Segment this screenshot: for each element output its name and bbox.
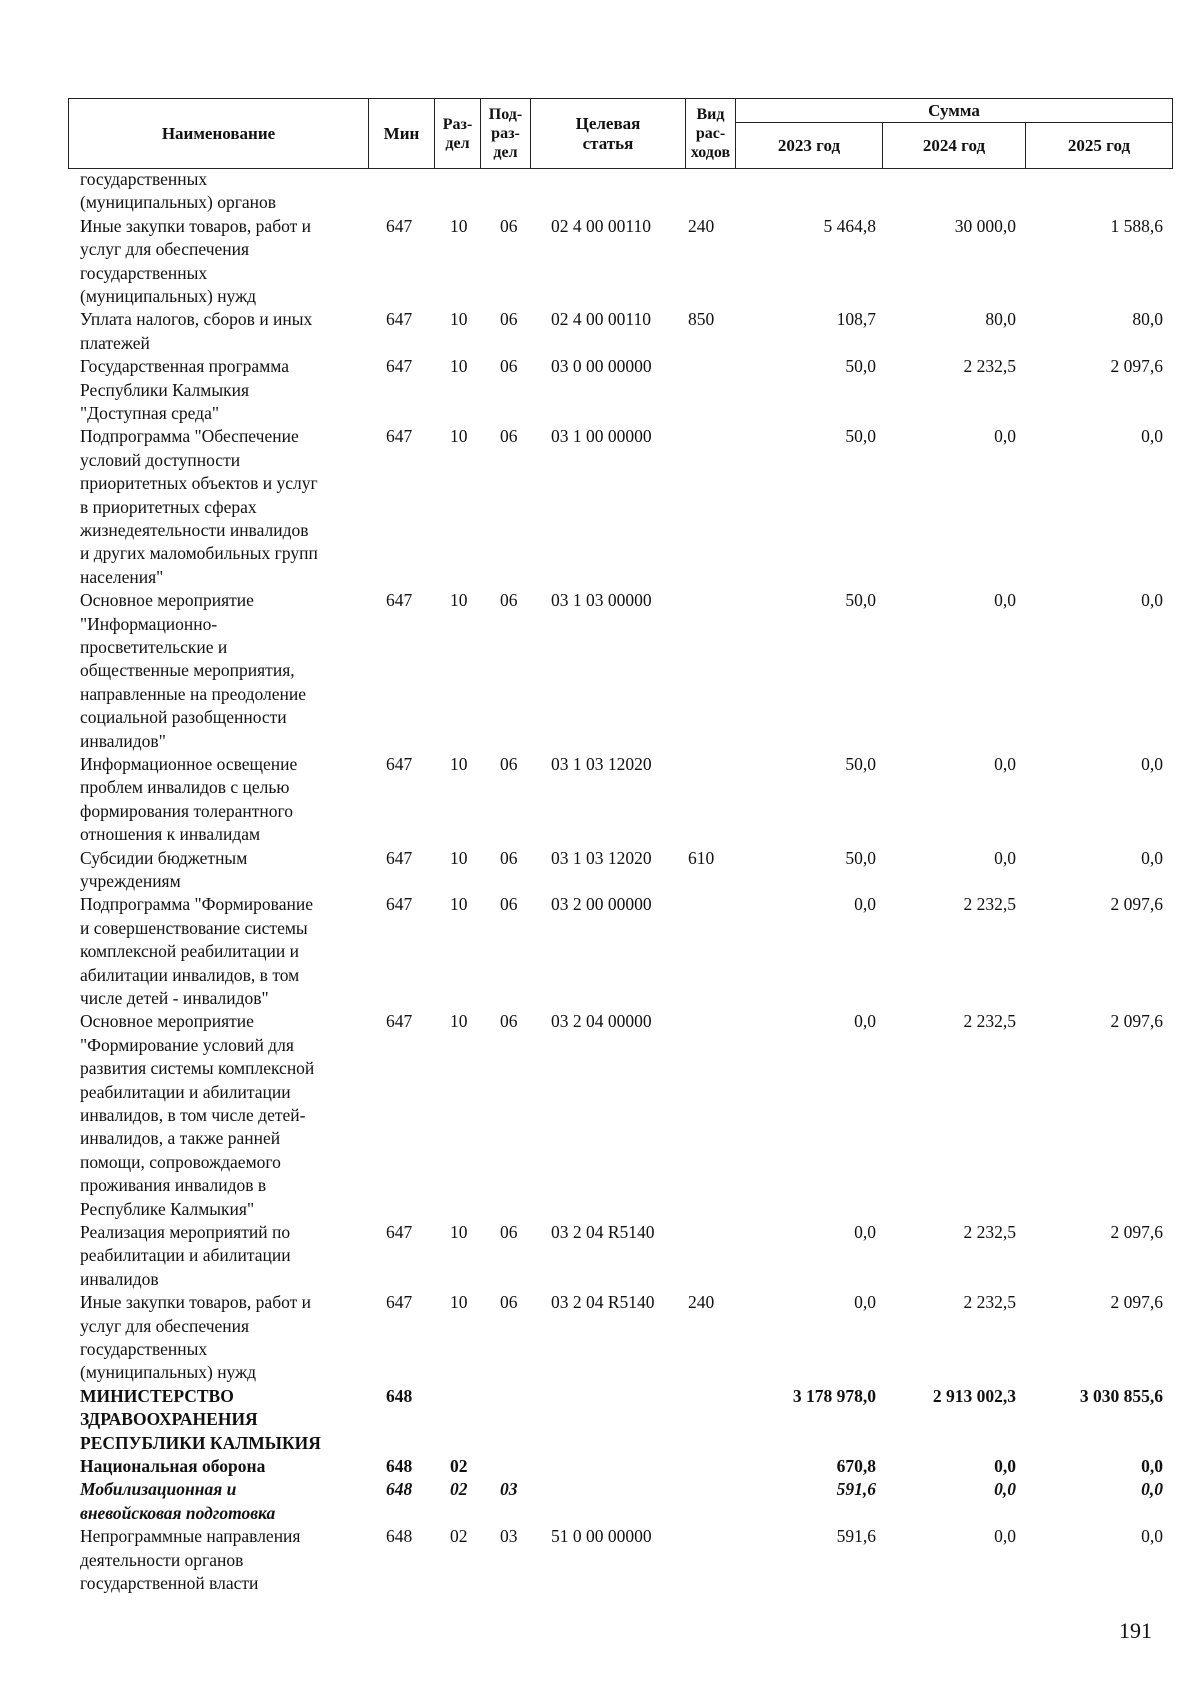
row-sum-2025: 2 097,6 xyxy=(1110,1011,1163,1032)
row-razdel: 10 xyxy=(450,215,468,236)
row-celevaya: 03 1 03 12020 xyxy=(551,847,652,868)
header-min: Мин xyxy=(369,99,435,169)
row-name-line: Республике Калмыкия" xyxy=(80,1198,255,1219)
row-sum-2025: 0,0 xyxy=(1141,754,1163,774)
row-podrazdel: 03 xyxy=(500,1526,518,1547)
row-razdel: 10 xyxy=(450,356,468,377)
row-name-line: проживания инвалидов в xyxy=(80,1175,267,1196)
row-name-line: формирования толерантного xyxy=(80,800,294,821)
row-name xyxy=(80,1010,370,1221)
row-sum-2024: 0,0 xyxy=(994,590,1016,611)
header-celevaya-line1: Целевая xyxy=(575,113,641,133)
row-sum-2024: 2 232,5 xyxy=(963,894,1016,915)
row-name-line: Иные закупки товаров, работ и xyxy=(80,215,312,236)
row-sum-2023: 0,0 xyxy=(854,1292,876,1313)
row-name-line: Основное мероприятие xyxy=(80,1011,254,1032)
row-name xyxy=(80,425,370,589)
row-sum-2023: 591,6 xyxy=(836,1479,876,1500)
row-podrazdel: 06 xyxy=(500,426,518,447)
row-name-line: общественные мероприятия, xyxy=(80,660,295,681)
row-name-line: Государственная программа xyxy=(80,356,289,377)
row-min: 648 xyxy=(386,1526,413,1547)
header-celevaya-line2: статья xyxy=(582,133,634,153)
row-razdel: 10 xyxy=(450,754,468,774)
header-podrazdel xyxy=(481,99,531,169)
row-name xyxy=(80,1455,370,1478)
row-vid: 240 xyxy=(688,215,715,236)
row-sum-2023: 0,0 xyxy=(854,1222,876,1242)
row-vid: 240 xyxy=(688,1292,715,1313)
row-sum-2024: 0,0 xyxy=(994,1526,1016,1547)
row-min: 648 xyxy=(386,1385,413,1406)
row-name-line: числе детей - инвалидов" xyxy=(80,988,269,1009)
row-razdel: 10 xyxy=(450,309,468,330)
row-name-line: и совершенствование системы xyxy=(80,917,308,938)
row-name-line: абилитации инвалидов, в том xyxy=(80,964,300,985)
row-name-line: отношения к инвалидам xyxy=(80,824,261,845)
row-celevaya: 02 4 00 00110 xyxy=(551,309,651,330)
header-summa: Сумма xyxy=(736,99,1173,123)
row-name-line: Подпрограмма "Формирование xyxy=(80,894,313,915)
header-vid-line1: Вид xyxy=(696,106,725,123)
row-razdel: 10 xyxy=(450,847,468,868)
header-podrazdel-line1: Под- xyxy=(488,106,523,123)
row-celevaya: 03 2 04 R5140 xyxy=(551,1292,655,1313)
row-podrazdel: 06 xyxy=(500,215,518,236)
row-sum-2023: 50,0 xyxy=(845,754,876,774)
row-celevaya: 51 0 00 00000 xyxy=(551,1526,652,1547)
header-vid-line2: рас- xyxy=(695,125,726,142)
row-sum-2024: 2 232,5 xyxy=(963,1292,1016,1313)
row-celevaya: 02 4 00 00110 xyxy=(551,215,651,236)
header-razdel xyxy=(435,99,481,169)
row-name-line: Иные закупки товаров, работ и xyxy=(80,1292,312,1313)
row-razdel: 02 xyxy=(450,1479,468,1500)
row-sum-2025: 2 097,6 xyxy=(1110,1222,1163,1242)
row-podrazdel: 06 xyxy=(500,1011,518,1032)
row-sum-2023: 0,0 xyxy=(854,1011,876,1032)
row-podrazdel: 06 xyxy=(500,754,518,774)
row-name xyxy=(80,168,370,215)
row-sum-2024: 2 232,5 xyxy=(963,1222,1016,1242)
row-name xyxy=(80,308,370,355)
row-name-line: в приоритетных сферах xyxy=(80,496,257,517)
row-min: 647 xyxy=(386,426,413,447)
row-podrazdel: 06 xyxy=(500,590,518,611)
row-celevaya: 03 1 03 00000 xyxy=(551,590,652,611)
row-sum-2024: 0,0 xyxy=(994,426,1016,447)
row-sum-2025: 0,0 xyxy=(1141,426,1163,447)
row-name-line: "Информационно- xyxy=(80,613,218,634)
row-name-line: инвалидов" xyxy=(80,730,166,751)
row-name-line: инвалидов xyxy=(80,1268,159,1289)
row-vid: 610 xyxy=(688,847,715,868)
row-sum-2023: 50,0 xyxy=(845,847,876,868)
row-name-line: (муниципальных) органов xyxy=(80,192,277,213)
row-min: 647 xyxy=(386,1011,413,1032)
row-sum-2024: 0,0 xyxy=(994,847,1016,868)
row-min: 647 xyxy=(386,215,413,236)
row-name xyxy=(80,355,370,425)
row-sum-2025: 0,0 xyxy=(1141,590,1163,611)
row-name-line: жизнедеятельности инвалидов xyxy=(80,520,309,541)
row-sum-2024: 30 000,0 xyxy=(954,215,1016,236)
row-razdel: 10 xyxy=(450,894,468,915)
row-name-line: инвалидов, в том числе детей- xyxy=(80,1105,306,1126)
row-sum-2025: 2 097,6 xyxy=(1110,894,1163,915)
row-sum-2023: 3 178 978,0 xyxy=(792,1385,876,1406)
row-name-line: Национальная оборона xyxy=(80,1456,266,1476)
row-podrazdel: 06 xyxy=(500,309,518,330)
row-name xyxy=(80,893,370,1010)
row-name-line: "Доступная среда" xyxy=(80,403,219,423)
header-year-2025: 2025 год xyxy=(1026,123,1173,169)
row-name-line: населения" xyxy=(80,566,164,587)
row-name-line: МИНИСТЕРСТВО xyxy=(80,1385,234,1406)
row-name-line: услуг для обеспечения xyxy=(80,1315,250,1336)
row-name xyxy=(80,1291,370,1385)
row-name-line: (муниципальных) нужд xyxy=(80,286,257,307)
row-name-line: реабилитации и абилитации xyxy=(80,1245,291,1266)
row-sum-2025: 0,0 xyxy=(1141,847,1163,868)
header-year-2024: 2024 год xyxy=(883,123,1026,169)
row-razdel: 10 xyxy=(450,1222,468,1242)
row-razdel: 10 xyxy=(450,590,468,611)
row-name-line: развития системы комплексной xyxy=(80,1058,315,1079)
row-sum-2025: 80,0 xyxy=(1132,309,1163,330)
row-min: 647 xyxy=(386,590,413,611)
row-sum-2023: 108,7 xyxy=(836,309,876,330)
row-sum-2023: 50,0 xyxy=(845,426,876,447)
row-name-line: Непрограммные направления xyxy=(80,1526,301,1547)
row-name xyxy=(80,589,370,753)
row-name-line: и других маломобильных групп xyxy=(80,543,318,564)
row-podrazdel: 06 xyxy=(500,894,518,915)
row-razdel: 02 xyxy=(450,1526,468,1547)
row-sum-2025: 1 588,6 xyxy=(1110,215,1163,236)
row-podrazdel: 03 xyxy=(500,1479,518,1500)
row-name-line: "Формирование условий для xyxy=(80,1034,294,1055)
row-celevaya: 03 1 00 00000 xyxy=(551,426,652,447)
row-name-line: инвалидов, а также ранней xyxy=(80,1128,281,1149)
row-sum-2023: 591,6 xyxy=(836,1526,876,1547)
row-name-line: государственных xyxy=(80,262,208,283)
header-year-2023: 2023 год xyxy=(736,123,883,169)
row-min: 647 xyxy=(386,309,413,330)
row-name-line: государственной власти xyxy=(80,1573,259,1593)
row-sum-2025: 3 030 855,6 xyxy=(1079,1385,1163,1406)
header-podrazdel-line2: раз- xyxy=(491,125,520,142)
row-name xyxy=(80,1478,370,1525)
row-name-line: условий доступности xyxy=(80,449,241,470)
row-name-line: ЗДРАВООХРАНЕНИЯ xyxy=(80,1409,258,1430)
header-vid-line3: ходов xyxy=(690,144,731,161)
row-name xyxy=(80,215,370,309)
row-celevaya: 03 2 04 R5140 xyxy=(551,1222,655,1242)
header-razdel-line1: Раз- xyxy=(442,115,473,133)
row-razdel: 02 xyxy=(450,1456,468,1476)
row-vid: 850 xyxy=(688,309,715,330)
row-celevaya: 03 1 03 12020 xyxy=(551,754,652,774)
row-name-line: помощи, сопровождаемого xyxy=(80,1151,281,1172)
row-min: 648 xyxy=(386,1479,413,1500)
row-sum-2024: 0,0 xyxy=(994,754,1016,774)
row-name-line: направленные на преодоление xyxy=(80,683,307,704)
row-min: 648 xyxy=(386,1456,413,1476)
row-name-line: Уплата налогов, сборов и иных xyxy=(80,309,313,330)
row-name-line: Подпрограмма "Обеспечение xyxy=(80,426,299,447)
row-name xyxy=(80,753,370,847)
row-name-line: приоритетных объектов и услуг xyxy=(80,473,318,494)
row-name-line: комплексной реабилитации и xyxy=(80,941,299,962)
header-razdel-line2: дел xyxy=(445,134,470,152)
row-name-line: Республики Калмыкия xyxy=(80,379,250,400)
row-celevaya: 03 2 00 00000 xyxy=(551,894,652,915)
row-sum-2023: 50,0 xyxy=(845,356,876,377)
row-sum-2023: 5 464,8 xyxy=(823,215,876,236)
row-razdel: 10 xyxy=(450,1011,468,1032)
row-sum-2025: 2 097,6 xyxy=(1110,1292,1163,1313)
row-name xyxy=(80,847,370,894)
row-podrazdel: 06 xyxy=(500,1222,518,1242)
row-name-line: учреждениям xyxy=(80,871,181,891)
row-name-line: государственных xyxy=(80,169,208,189)
row-celevaya: 03 2 04 00000 xyxy=(551,1011,652,1032)
header-name: Наименование xyxy=(69,99,369,169)
row-sum-2024: 2 232,5 xyxy=(963,356,1016,377)
row-sum-2024: 80,0 xyxy=(985,309,1016,330)
row-name-line: РЕСПУБЛИКИ КАЛМЫКИЯ xyxy=(80,1432,321,1453)
row-name-line: Информационное освещение xyxy=(80,754,298,774)
row-name-line: просветительские и xyxy=(80,637,228,657)
header-celevaya xyxy=(531,99,686,169)
row-name-line: вневойсковая подготовка xyxy=(80,1502,276,1523)
row-name-line: государственных xyxy=(80,1339,208,1359)
row-min: 647 xyxy=(386,356,413,377)
row-name-line: (муниципальных) нужд xyxy=(80,1362,257,1383)
row-sum-2024: 0,0 xyxy=(994,1456,1016,1476)
row-name-line: услуг для обеспечения xyxy=(80,239,250,260)
row-name-line: реабилитации и абилитации xyxy=(80,1081,291,1102)
row-min: 647 xyxy=(386,894,413,915)
row-name-line: Реализация мероприятий по xyxy=(80,1222,291,1242)
row-name-line: Субсидии бюджетным xyxy=(80,847,248,868)
row-sum-2023: 0,0 xyxy=(854,894,876,915)
row-min: 647 xyxy=(386,754,413,774)
row-podrazdel: 06 xyxy=(500,1292,518,1313)
row-min: 647 xyxy=(386,1292,413,1313)
header-podrazdel-line3: дел xyxy=(493,144,518,161)
row-name-line: деятельности органов xyxy=(80,1549,244,1570)
header-vid xyxy=(686,99,736,169)
row-min: 647 xyxy=(386,1222,413,1242)
row-name-line: социальной разобщенности xyxy=(80,707,287,728)
row-name xyxy=(80,1525,370,1595)
row-sum-2025: 0,0 xyxy=(1141,1479,1163,1500)
row-sum-2024: 2 232,5 xyxy=(963,1011,1016,1032)
table-header xyxy=(68,98,1173,169)
row-name-line: Мобилизационная и xyxy=(80,1479,237,1500)
row-sum-2024: 2 913 002,3 xyxy=(932,1385,1016,1406)
row-razdel: 10 xyxy=(450,426,468,447)
row-razdel: 10 xyxy=(450,1292,468,1313)
row-podrazdel: 06 xyxy=(500,356,518,377)
row-sum-2023: 50,0 xyxy=(845,590,876,611)
page-number: 191 xyxy=(1119,1618,1152,1643)
row-min: 647 xyxy=(386,847,413,868)
row-sum-2025: 2 097,6 xyxy=(1110,356,1163,377)
row-name xyxy=(80,1221,370,1291)
row-podrazdel: 06 xyxy=(500,847,518,868)
row-name xyxy=(80,1385,370,1455)
row-sum-2025: 0,0 xyxy=(1141,1456,1163,1476)
row-celevaya: 03 0 00 00000 xyxy=(551,356,652,377)
row-sum-2023: 670,8 xyxy=(836,1456,876,1476)
row-sum-2024: 0,0 xyxy=(994,1479,1016,1500)
row-name-line: проблем инвалидов с целью xyxy=(80,777,290,798)
row-sum-2025: 0,0 xyxy=(1141,1526,1163,1547)
row-name-line: платежей xyxy=(80,332,150,353)
row-name-line: Основное мероприятие xyxy=(80,590,254,611)
